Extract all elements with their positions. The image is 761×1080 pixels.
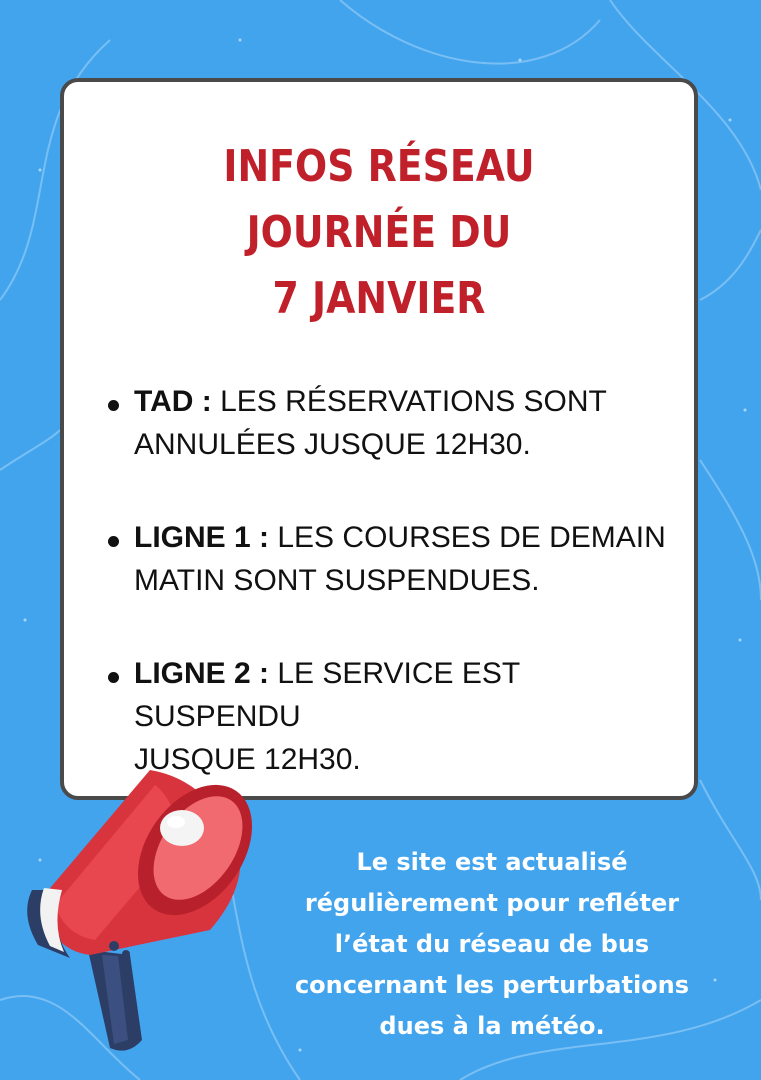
item-text: MATIN SONT SUSPENDUES.	[134, 564, 540, 597]
title-line: JOURNÉE DU	[246, 207, 512, 258]
info-card	[60, 78, 698, 800]
page-title	[108, 134, 650, 332]
item-text: LES COURSES DE DEMAIN	[277, 521, 666, 554]
footer-line: dues à la météo.	[379, 1012, 605, 1040]
footer-note	[262, 842, 722, 1047]
item-text: LE SERVICE EST SUSPENDU	[134, 657, 520, 733]
footer-line: régulièrement pour refléter	[304, 889, 680, 917]
item-label: LIGNE 1 :	[134, 521, 270, 554]
megaphone-icon	[10, 740, 270, 1060]
item-text: LES RÉSERVATIONS SONT	[220, 385, 607, 418]
item-text: ANNULÉES JUSQUE 12H30.	[134, 428, 531, 461]
title-line: 7 JANVIER	[272, 273, 486, 324]
item-label: LIGNE 2 :	[134, 657, 270, 690]
bullet-icon	[108, 672, 119, 683]
footer-line: l’état du réseau de bus	[334, 930, 650, 958]
title-line: INFOS RÉSEAU	[223, 141, 535, 192]
footer-line: concernant les perturbations	[294, 971, 690, 999]
list-item	[108, 516, 688, 602]
item-label: TAD :	[134, 385, 212, 418]
footer-line: Le site est actualisé	[356, 848, 628, 876]
list-item	[108, 380, 688, 466]
item-text: JUSQUE 12H30.	[134, 743, 361, 776]
bullet-icon	[108, 536, 119, 547]
bullet-icon	[108, 400, 119, 411]
